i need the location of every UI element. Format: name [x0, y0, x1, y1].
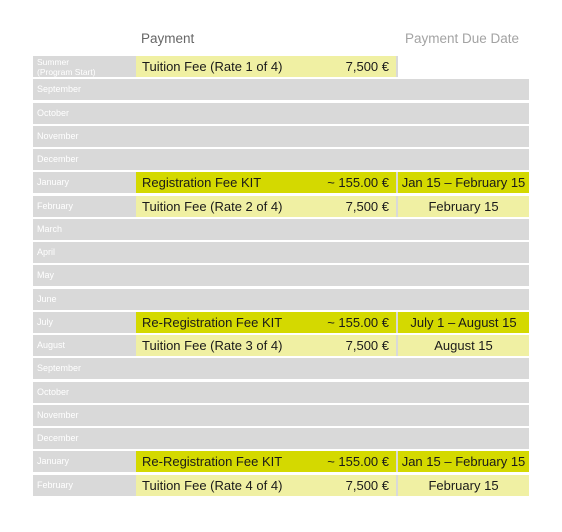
payment-cell — [136, 196, 396, 217]
payment-amount: ~ 155.00 € — [327, 314, 389, 330]
due-date-cell: February 15 — [398, 475, 529, 496]
payment-due-date-column-header: Payment Due Date — [405, 31, 520, 46]
month-label: February — [37, 479, 74, 490]
payment-name: Tuition Fee (Rate 1 of 4) — [142, 59, 283, 74]
payment-name: Tuition Fee (Rate 3 of 4) — [142, 338, 283, 353]
payment-name: Tuition Fee (Rate 2 of 4) — [142, 198, 283, 214]
schedule-row — [33, 382, 529, 403]
schedule-row — [33, 126, 529, 147]
month-label: July — [37, 316, 54, 327]
due-date-cell: July 1 – August 15 — [398, 312, 529, 333]
month-label: November — [37, 130, 79, 141]
payment-name: Re-Registration Fee KIT — [142, 454, 283, 470]
month-label: December — [37, 433, 79, 443]
schedule-row — [33, 172, 529, 193]
payment-name: Registration Fee KIT — [142, 175, 262, 191]
payment-schedule-table — [33, 56, 529, 498]
due-date-cell — [398, 56, 529, 77]
schedule-row — [33, 335, 529, 356]
month-label: August — [37, 340, 66, 350]
month-label: October — [37, 386, 70, 397]
schedule-row — [33, 196, 529, 217]
payment-amount: ~ 155.00 € — [327, 175, 389, 191]
due-date-cell: February 15 — [398, 196, 529, 217]
payment-name: Re-Registration Fee KIT — [142, 314, 283, 330]
month-label: September — [37, 363, 82, 374]
payment-amount: 7,500 € — [345, 477, 389, 493]
payment-cell — [136, 475, 396, 496]
payment-amount: 7,500 € — [345, 198, 389, 214]
month-label: December — [37, 154, 79, 164]
payment-cell — [136, 56, 396, 77]
payment-name: Tuition Fee (Rate 4 of 4) — [142, 477, 283, 493]
schedule-row — [33, 265, 529, 286]
month-label: October — [37, 107, 70, 118]
month-label: May — [37, 270, 55, 281]
schedule-row — [33, 79, 529, 100]
month-label: June — [37, 293, 57, 304]
payment-amount: 7,500 € — [345, 59, 389, 74]
month-label: September — [37, 84, 82, 95]
payment-cell — [136, 172, 396, 193]
payment-amount: ~ 155.00 € — [327, 454, 389, 470]
schedule-row — [33, 242, 529, 263]
schedule-row — [33, 312, 529, 333]
month-label: January — [37, 177, 70, 188]
schedule-row — [33, 358, 529, 379]
schedule-row — [33, 428, 529, 449]
due-date-cell: August 15 — [398, 335, 529, 356]
schedule-row — [33, 405, 529, 426]
schedule-row — [33, 219, 529, 240]
month-label: March — [37, 223, 63, 234]
payment-cell — [136, 312, 396, 333]
schedule-row — [33, 451, 529, 472]
schedule-row — [33, 289, 529, 310]
month-label: April — [37, 247, 56, 257]
due-date-cell: Jan 15 – February 15 — [398, 451, 529, 472]
month-label: November — [37, 409, 79, 420]
month-label: Summer (Program Start) — [37, 56, 96, 77]
month-label: February — [37, 200, 74, 211]
due-date-cell: Jan 15 – February 15 — [398, 172, 529, 193]
schedule-row — [33, 56, 529, 77]
payment-amount: 7,500 € — [345, 338, 389, 353]
payment-cell — [136, 451, 396, 472]
payment-cell — [136, 335, 396, 356]
schedule-row — [33, 103, 529, 124]
month-label: January — [37, 456, 70, 467]
payment-column-header: Payment — [141, 31, 195, 46]
schedule-row — [33, 475, 529, 496]
schedule-row — [33, 149, 529, 170]
